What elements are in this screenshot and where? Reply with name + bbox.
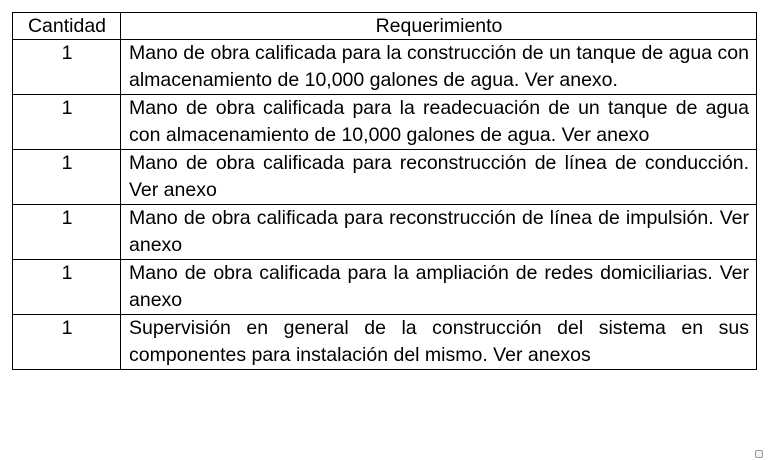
table-row	[13, 260, 757, 315]
table-row	[13, 205, 757, 260]
table-row	[13, 150, 757, 205]
header-quantity: Cantidad	[13, 13, 121, 40]
table-row	[13, 315, 757, 370]
row-quantity: 1	[13, 260, 121, 315]
table-row	[13, 40, 757, 95]
row-requirement: Supervisión en general de la construcción del sistema en sus componentes para instalación del mismo. Ver anexos	[121, 315, 757, 370]
row-quantity: 1	[13, 150, 121, 205]
row-requirement: Mano de obra calificada para reconstrucción de línea de conducción. Ver anexo	[121, 150, 757, 205]
row-requirement: Mano de obra calificada para la ampliación de redes domiciliarias. Ver anexo	[121, 260, 757, 315]
row-requirement: Mano de obra calificada para la readecuación de un tanque de agua con almacenamiento de 10,000 galones de agua. Ver anexo	[121, 95, 757, 150]
table-row	[13, 95, 757, 150]
row-quantity: 1	[13, 95, 121, 150]
resize-handle-icon[interactable]	[755, 450, 763, 458]
row-quantity: 1	[13, 205, 121, 260]
header-requirement: Requerimiento	[121, 13, 757, 40]
row-quantity: 1	[13, 315, 121, 370]
requirements-table	[12, 12, 757, 370]
row-requirement: Mano de obra calificada para reconstrucción de línea de impulsión. Ver anexo	[121, 205, 757, 260]
header-row	[13, 13, 757, 40]
row-requirement: Mano de obra calificada para la construcción de un tanque de agua con almacenamiento de 10,000 galones de agua. Ver anexo.	[121, 40, 757, 95]
row-quantity: 1	[13, 40, 121, 95]
